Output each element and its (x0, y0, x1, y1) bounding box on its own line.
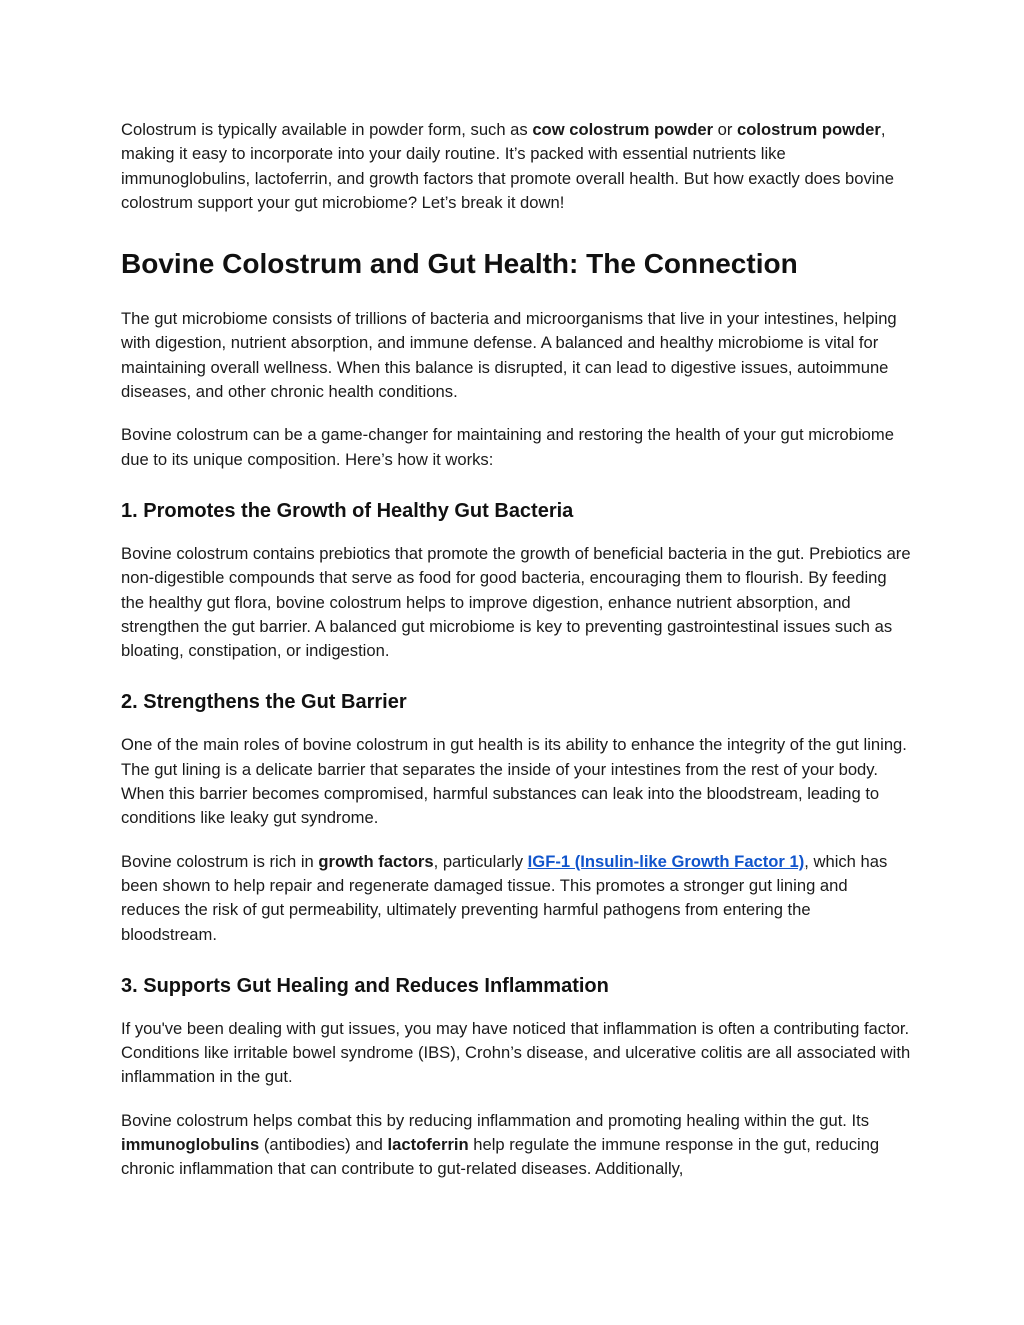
connection-paragraph-1: The gut microbiome consists of trillions of bacteria and microorganisms that live in your intestines, helping with digestion, nutrient absorption, and immune defense. A balanced and healthy microbiome is vital for maintaining overall wellness. When this balance is disrupted, it can lead to digestive issues, autoimmune diseases, and other chronic health conditions. (121, 309, 897, 402)
section-3-paragraph-1: If you've been dealing with gut issues, you may have noticed that inflammation is often a contributing factor. Conditions like irritable bowel syndrome (IBS), Crohn’s disease, and ulcerative colitis are all associated with inflammation in the gut. (121, 1018, 911, 1087)
intro-bold-cow-colostrum-powder: cow colostrum powder (532, 120, 714, 139)
section-3-text-2: (antibodies) and (259, 1135, 388, 1155)
intro-text-3: , making it easy to incorporate into your daily routine. It’s packed with essential nutrients like immunoglobulins, lactoferrin, and growth factors that promote overall health. But how exactly does bovine colostrum support your gut microbiome? Let’s break it down! (121, 120, 894, 212)
section-3-bold-lactoferrin: lactoferrin (387, 1135, 469, 1155)
section-1-heading: 1. Promotes the Growth of Healthy Gut Bacteria (121, 499, 574, 522)
section-1-paragraph-1: Bovine colostrum contains prebiotics that promote the growth of beneficial bacteria in the gut. Prebiotics are non-digestible compounds that serve as food for good bacteria, encouraging them to flourish. By feeding the healthy gut flora, bovine colostrum helps to improve digestion, enhance nutrient absorption, and strengthen the gut barrier. A balanced gut microbiome is key to preventing gastrointestinal issues such as bloating, constipation, or indigestion. (121, 543, 911, 661)
section-3-text-1: Bovine colostrum helps combat this by reducing inflammation and promoting healing within the gut. Its (121, 1110, 870, 1130)
section-3-paragraph-2 (121, 1109, 911, 1182)
section-2-text-1: Bovine colostrum is rich in (121, 851, 319, 871)
section-2-heading: 2. Strengthens the Gut Barrier (121, 691, 407, 714)
intro-bold-colostrum-powder: colostrum powder (737, 120, 881, 139)
section-2-paragraph-1: One of the main roles of bovine colostrum in gut health is its ability to enhance the integrity of the gut lining. The gut lining is a delicate barrier that separates the inside of your intestines from the rest of your body. When this barrier becomes compromised, harmful substances can leak into the bloodstream, leading to conditions like leaky gut syndrome. (121, 735, 907, 828)
section-2-bold-growth-factors: growth factors (318, 851, 434, 871)
document-page (121, 118, 911, 1182)
section-2-text-3: , which has been shown to help repair and regenerate damaged tissue. This promotes a stronger gut lining and reduces the risk of gut permeability, ultimately preventing harmful pathogens from entering the bloodstream. (121, 851, 888, 944)
intro-text-1: Colostrum is typically available in powder form, such as (121, 120, 533, 139)
main-heading: Bovine Colostrum and Gut Health: The Connection (121, 248, 798, 280)
section-3-text-3: help regulate the immune response in the gut, reducing chronic inflammation that can contribute to gut-related diseases. Additionally, (121, 1135, 880, 1179)
connection-paragraph-2: Bovine colostrum can be a game-changer for maintaining and restoring the health of your gut microbiome due to its unique composition. Here’s how it works: (121, 425, 894, 469)
section-3-bold-immunoglobulins: immunoglobulins (121, 1135, 260, 1155)
section-2-paragraph-2 (121, 850, 911, 947)
section-2-text-2: , particularly (433, 851, 528, 871)
intro-paragraph (121, 118, 911, 215)
section-3-heading: 3. Supports Gut Healing and Reduces Inflammation (121, 974, 609, 997)
igf-1-link[interactable]: IGF-1 (Insulin-like Growth Factor 1) (527, 851, 805, 871)
intro-text-2: or (713, 120, 738, 139)
